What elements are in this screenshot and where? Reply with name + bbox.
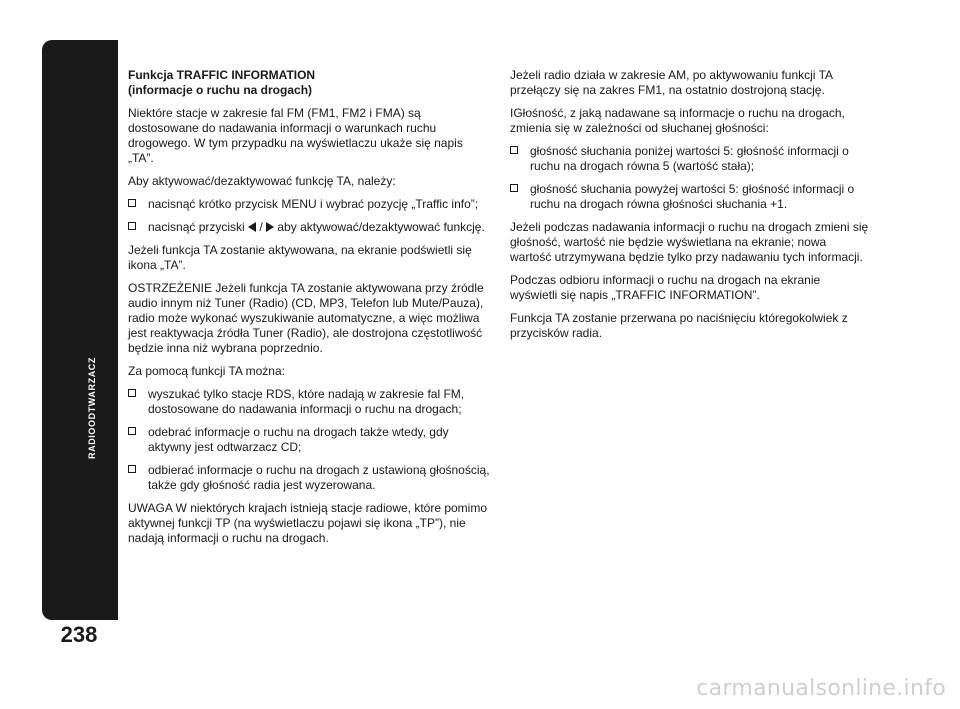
paragraph: Jeżeli podczas nadawania informacji o ruchu na drogach zmieni się głośność, wartość nie będzie wyświetlana na ekranie; nowa wartość utrzymywana będzie tylko przy nadawaniu tych informacji.	[510, 220, 869, 264]
list-item-text-pre: nacisnąć przyciski	[148, 220, 249, 234]
list-item-text: głośność słuchania poniżej wartości 5: głośność informacji o ruchu na drogach równa 5 (wartość stała);	[530, 144, 849, 173]
checkbox-bullet-icon	[510, 146, 518, 154]
checkbox-bullet-icon	[128, 199, 136, 207]
section-heading	[128, 68, 490, 98]
paragraph: Funkcja TA zostanie przerwana po naciśnięciu któregokolwiek z przycisków radia.	[510, 311, 848, 340]
checkbox-bullet-icon	[128, 465, 136, 473]
bullet-list	[128, 387, 490, 493]
list-item-text: nacisnąć krótko przycisk MENU i wybrać pozycję „Traffic info”;	[148, 197, 479, 211]
left-column	[128, 68, 490, 554]
list-item	[128, 425, 490, 455]
list-item-text-sep: /	[256, 220, 267, 234]
heading-line-1: Funkcja TRAFFIC INFORMATION	[128, 68, 316, 82]
watermark: carmanualsonline.info	[696, 676, 946, 701]
list-item	[510, 182, 870, 212]
heading-line-2: (informacje o ruchu na drogach)	[128, 83, 313, 97]
list-item	[128, 220, 490, 235]
checkbox-bullet-icon	[128, 427, 136, 435]
list-item	[128, 463, 490, 493]
list-item-text-post: aby aktywować/dezaktywować funkcję.	[274, 220, 485, 234]
paragraph: Podczas odbioru informacji o ruchu na drogach na ekranie wyświetli się napis „TRAFFIC INFORMATION”.	[510, 273, 821, 302]
right-column	[510, 68, 870, 349]
paragraph: Jeżeli funkcja TA zostanie aktywowana, na ekranie podświetli się ikona „TA”.	[128, 243, 472, 272]
list-item-text: odbierać informacje o ruchu na drogach z ustawioną głośnością, także gdy głośność radia jest wyzerowana.	[148, 463, 490, 492]
list-item	[128, 387, 490, 417]
paragraph: UWAGA W niektórych krajach istnieją stacje radiowe, które pomimo aktywnej funkcji TP (na wyświetlaczu pojawi się ikona „TP”), nie nadają informacji o ruchu na drogach.	[128, 501, 488, 545]
checkbox-bullet-icon	[128, 389, 136, 397]
checkbox-bullet-icon	[510, 184, 518, 192]
bullet-list	[510, 144, 870, 212]
section-sidebar	[42, 40, 110, 620]
paragraph: Jeżeli radio działa w zakresie AM, po aktywowaniu funkcji TA przełączy się na zakres FM1, na ostatnio dostrojoną stację.	[510, 68, 833, 97]
section-label: RADIOODTWARZACZ	[87, 357, 97, 459]
paragraph: Aby aktywować/dezaktywować funkcję TA, należy:	[128, 174, 396, 188]
paragraph: IGłośność, z jaką nadawane są informacje o ruchu na drogach, zmienia się w zależności od słuchanej głośności:	[510, 106, 845, 135]
list-item-text: głośność słuchania powyżej wartości 5: głośność informacji o ruchu na drogach równa głośności słuchania +1.	[530, 182, 855, 211]
paragraph: Za pomocą funkcji TA można:	[128, 364, 285, 378]
arrow-left-icon	[248, 222, 256, 232]
section-sidebar-tab	[110, 40, 118, 620]
arrow-right-icon	[266, 222, 274, 232]
page-number: 238	[60, 622, 98, 647]
list-item-text: wyszukać tylko stacje RDS, które nadają w zakresie fal FM, dostosowane do nadawania informacji o ruchu na drogach;	[148, 387, 465, 416]
list-item-text: odebrać informacje o ruchu na drogach także wtedy, gdy aktywny jest odtwarzacz CD;	[148, 425, 449, 454]
list-item	[128, 197, 490, 212]
bullet-list	[128, 197, 490, 235]
list-item	[510, 144, 870, 174]
checkbox-bullet-icon	[128, 222, 136, 230]
paragraph: Niektóre stacje w zakresie fal FM (FM1, FM2 i FMA) są dostosowane do nadawania informacji o warunkach ruchu drogowego. W tym przypadku na wyświetlaczu ukaże się napis „TA”.	[128, 106, 463, 165]
paragraph: OSTRZEŻENIE Jeżeli funkcja TA zostanie aktywowana przy źródle audio innym niż Tuner (Radio) (CD, MP3, Telefon lub Mute/Pauza), radio może wykonać wyszukiwanie automatyczne, a więc możliwa jest reaktywacja źródła Tuner (Radio), ale dostrojona częstotliwość będzie inna niż wybrana poprzednio.	[128, 281, 484, 355]
